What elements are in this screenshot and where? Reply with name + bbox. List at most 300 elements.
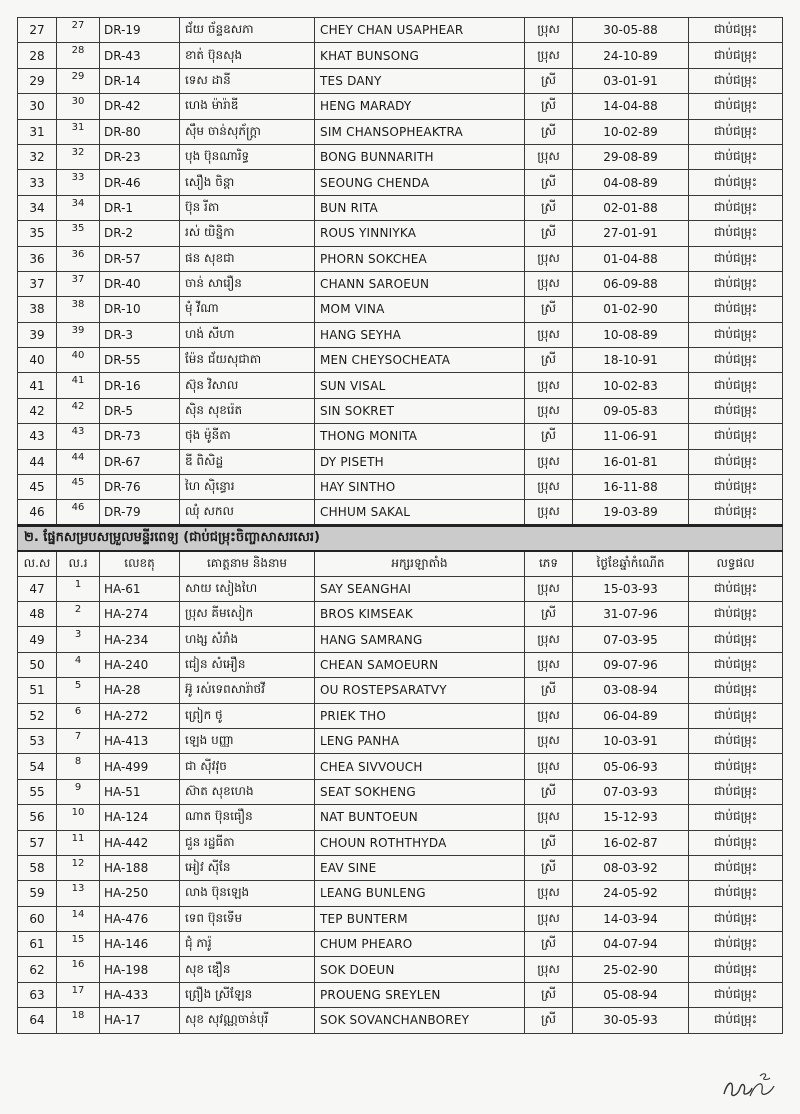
cell-sub-no: 43 — [57, 424, 100, 449]
cell-table-no: DR-46 — [100, 170, 180, 195]
cell-table-no: HA-198 — [100, 957, 180, 982]
cell-no: 62 — [18, 957, 57, 982]
cell-sex: ស្រី — [525, 601, 573, 626]
cell-result: ជាប់ជម្រុះ — [689, 119, 783, 144]
table-row — [18, 906, 783, 931]
cell-sex: ស្រី — [525, 348, 573, 373]
cell-latin-name: PHORN SOKCHEA — [315, 246, 525, 271]
cell-dob: 10-03-91 — [573, 728, 689, 753]
cell-result: ជាប់ជម្រុះ — [689, 475, 783, 500]
cell-dob: 05-08-94 — [573, 982, 689, 1007]
cell-result: ជាប់ជម្រុះ — [689, 424, 783, 449]
cell-table-no: HA-476 — [100, 906, 180, 931]
cell-no: 31 — [18, 119, 57, 144]
cell-sex: ប្រុស — [525, 754, 573, 779]
cell-result: ជាប់ជម្រុះ — [689, 728, 783, 753]
cell-table-no: DR-43 — [100, 43, 180, 68]
cell-khmer-name: ផន សុខជា — [180, 246, 315, 271]
cell-result: ជាប់ជម្រុះ — [689, 779, 783, 804]
cell-latin-name: ROUS YINNIYKA — [315, 221, 525, 246]
cell-table-no: HA-499 — [100, 754, 180, 779]
cell-dob: 01-04-88 — [573, 246, 689, 271]
cell-sex: ប្រុស — [525, 881, 573, 906]
cell-result: ជាប់ជម្រុះ — [689, 576, 783, 601]
cell-sex: ប្រុស — [525, 43, 573, 68]
table-row — [18, 855, 783, 880]
cell-latin-name: CHEA SIVVOUCH — [315, 754, 525, 779]
cell-sub-no: 2 — [57, 601, 100, 626]
cell-sub-no: 42 — [57, 398, 100, 423]
cell-sex: ប្រុស — [525, 271, 573, 296]
cell-no: 57 — [18, 830, 57, 855]
cell-no: 47 — [18, 576, 57, 601]
cell-latin-name: CHANN SAROEUN — [315, 271, 525, 296]
table-row — [18, 754, 783, 779]
cell-sex: ស្រី — [525, 119, 573, 144]
cell-dob: 04-08-89 — [573, 170, 689, 195]
cell-latin-name: HANG SAMRANG — [315, 627, 525, 652]
table-row — [18, 246, 783, 271]
cell-dob: 07-03-95 — [573, 627, 689, 652]
cell-sub-no: 4 — [57, 652, 100, 677]
cell-latin-name: SEAT SOKHENG — [315, 779, 525, 804]
cell-sex: ស្រី — [525, 779, 573, 804]
cell-sex: ស្រី — [525, 830, 573, 855]
cell-sex: ស្រី — [525, 195, 573, 220]
cell-sub-no: 1 — [57, 576, 100, 601]
cell-dob: 29-08-89 — [573, 144, 689, 169]
cell-khmer-name: ឈុំ សកល — [180, 500, 315, 525]
cell-dob: 14-03-94 — [573, 906, 689, 931]
table-row — [18, 881, 783, 906]
cell-dob: 05-06-93 — [573, 754, 689, 779]
cell-dob: 10-08-89 — [573, 322, 689, 347]
cell-table-no: DR-1 — [100, 195, 180, 220]
cell-sex: ស្រី — [525, 94, 573, 119]
cell-table-no: DR-67 — [100, 449, 180, 474]
cell-latin-name: HAY SINTHO — [315, 475, 525, 500]
cell-khmer-name: ហេង ម៉ារ៉ាឌី — [180, 94, 315, 119]
table-row — [18, 398, 783, 423]
table-row — [18, 576, 783, 601]
cell-sex: ស្រី — [525, 932, 573, 957]
cell-dob: 27-01-91 — [573, 221, 689, 246]
cell-no: 55 — [18, 779, 57, 804]
cell-no: 42 — [18, 398, 57, 423]
cell-no: 54 — [18, 754, 57, 779]
cell-dob: 15-03-93 — [573, 576, 689, 601]
cell-dob: 24-10-89 — [573, 43, 689, 68]
cell-khmer-name: ជា ស៊ីវវុច — [180, 754, 315, 779]
cell-result: ជាប់ជម្រុះ — [689, 43, 783, 68]
table-row — [18, 601, 783, 626]
table-row — [18, 500, 783, 525]
cell-sub-no: 12 — [57, 855, 100, 880]
cell-result: ជាប់ជម្រុះ — [689, 68, 783, 93]
cell-dob: 10-02-89 — [573, 119, 689, 144]
table-row — [18, 957, 783, 982]
cell-sub-no: 46 — [57, 500, 100, 525]
cell-sex: ស្រី — [525, 68, 573, 93]
cell-sex: ប្រុស — [525, 576, 573, 601]
cell-khmer-name: ចាន់ សារឿន — [180, 271, 315, 296]
cell-no: 44 — [18, 449, 57, 474]
cell-result: ជាប់ជម្រុះ — [689, 94, 783, 119]
cell-sub-no: 38 — [57, 297, 100, 322]
table-row — [18, 195, 783, 220]
cell-no: 52 — [18, 703, 57, 728]
cell-latin-name: CHUM PHEARO — [315, 932, 525, 957]
cell-no: 34 — [18, 195, 57, 220]
cell-khmer-name: ព្រឿង ស្រីឡែន — [180, 982, 315, 1007]
cell-sub-no: 17 — [57, 982, 100, 1007]
cell-latin-name: OU ROSTEPSARATVY — [315, 678, 525, 703]
table-row — [18, 830, 783, 855]
cell-table-no: HA-17 — [100, 1008, 180, 1033]
cell-dob: 15-12-93 — [573, 805, 689, 830]
cell-table-no: DR-2 — [100, 221, 180, 246]
cell-latin-name: BONG BUNNARITH — [315, 144, 525, 169]
cell-sub-no: 13 — [57, 881, 100, 906]
cell-dob: 09-05-83 — [573, 398, 689, 423]
cell-sex: ស្រី — [525, 424, 573, 449]
cell-dob: 25-02-90 — [573, 957, 689, 982]
cell-dob: 16-02-87 — [573, 830, 689, 855]
cell-sub-no: 6 — [57, 703, 100, 728]
cell-sub-no: 34 — [57, 195, 100, 220]
cell-result: ជាប់ជម្រុះ — [689, 678, 783, 703]
header-latin-name: អក្សរឡាតាំង — [315, 551, 525, 576]
cell-khmer-name: ស៊ុន វិសាល — [180, 373, 315, 398]
cell-table-no: DR-79 — [100, 500, 180, 525]
cell-no: 53 — [18, 728, 57, 753]
cell-result: ជាប់ជម្រុះ — [689, 1008, 783, 1033]
cell-dob: 02-01-88 — [573, 195, 689, 220]
cell-dob: 11-06-91 — [573, 424, 689, 449]
cell-latin-name: THONG MONITA — [315, 424, 525, 449]
cell-result: ជាប់ជម្រុះ — [689, 601, 783, 626]
cell-sub-no: 8 — [57, 754, 100, 779]
header-table-no: លេខតុ — [100, 551, 180, 576]
table-row — [18, 475, 783, 500]
cell-sex: ស្រី — [525, 678, 573, 703]
cell-sub-no: 10 — [57, 805, 100, 830]
cell-sex: ប្រុស — [525, 957, 573, 982]
cell-table-no: HA-234 — [100, 627, 180, 652]
cell-khmer-name: ជួន រដ្ឋធីតា — [180, 830, 315, 855]
cell-khmer-name: ឌី ពិសិដ្ឋ — [180, 449, 315, 474]
cell-table-no: DR-80 — [100, 119, 180, 144]
cell-no: 63 — [18, 982, 57, 1007]
cell-no: 33 — [18, 170, 57, 195]
cell-result: ជាប់ជម្រុះ — [689, 906, 783, 931]
cell-result: ជាប់ជម្រុះ — [689, 144, 783, 169]
cell-khmer-name: រស់ យិន្និកា — [180, 221, 315, 246]
cell-no: 40 — [18, 348, 57, 373]
cell-sub-no: 41 — [57, 373, 100, 398]
section-block — [18, 525, 783, 576]
cell-sub-no: 33 — [57, 170, 100, 195]
cell-khmer-name: មុំ វីណា — [180, 297, 315, 322]
cell-result: ជាប់ជម្រុះ — [689, 830, 783, 855]
header-khmer-name: គោត្តនាម និងនាម — [180, 551, 315, 576]
table-row — [18, 1008, 783, 1033]
cell-latin-name: KHAT BUNSONG — [315, 43, 525, 68]
cell-sex: ប្រុស — [525, 322, 573, 347]
cell-latin-name: SUN VISAL — [315, 373, 525, 398]
cell-latin-name: SOK SOVANCHANBOREY — [315, 1008, 525, 1033]
cell-table-no: HA-413 — [100, 728, 180, 753]
table-row — [18, 297, 783, 322]
table-row — [18, 652, 783, 677]
cell-sex: ប្រុស — [525, 703, 573, 728]
cell-no: 43 — [18, 424, 57, 449]
cell-table-no: HA-28 — [100, 678, 180, 703]
table-row — [18, 373, 783, 398]
cell-sex: ប្រុស — [525, 398, 573, 423]
cell-dob: 16-01-81 — [573, 449, 689, 474]
cell-table-no: HA-274 — [100, 601, 180, 626]
cell-no: 45 — [18, 475, 57, 500]
cell-latin-name: HANG SEYHA — [315, 322, 525, 347]
table-body-bottom — [18, 576, 783, 1033]
table-body-top — [18, 18, 783, 526]
cell-no: 51 — [18, 678, 57, 703]
cell-khmer-name: ស៊ាត សុខហេង — [180, 779, 315, 804]
cell-khmer-name: ហង់ សីហា — [180, 322, 315, 347]
cell-result: ជាប់ជម្រុះ — [689, 754, 783, 779]
cell-khmer-name: ហង្ស សំរាំង — [180, 627, 315, 652]
signature-mark — [720, 1070, 780, 1102]
cell-khmer-name: ម៉ែន ជ័យសុជាតា — [180, 348, 315, 373]
cell-khmer-name: ជ័យ ច័ន្ទឧសភា — [180, 18, 315, 43]
cell-result: ជាប់ជម្រុះ — [689, 170, 783, 195]
cell-table-no: DR-19 — [100, 18, 180, 43]
cell-result: ជាប់ជម្រុះ — [689, 500, 783, 525]
section-title: ២. ផ្នែកសម្របសម្រួលមន្ទីរពេទ្យ (ជាប់ជម្រុះចិញ្ចាសាសរសេរ) — [18, 525, 783, 550]
cell-dob: 16-11-88 — [573, 475, 689, 500]
cell-khmer-name: លាង ប៊ុនឡេង — [180, 881, 315, 906]
cell-latin-name: NAT BUNTOEUN — [315, 805, 525, 830]
cell-dob: 09-07-96 — [573, 652, 689, 677]
cell-dob: 18-10-91 — [573, 348, 689, 373]
header-no: ល.ស — [18, 551, 57, 576]
cell-dob: 07-03-93 — [573, 779, 689, 804]
cell-sex: ប្រុស — [525, 627, 573, 652]
cell-sub-no: 32 — [57, 144, 100, 169]
cell-result: ជាប់ជម្រុះ — [689, 297, 783, 322]
header-dob: ថ្ងៃខែឆ្នាំកំណើត — [573, 551, 689, 576]
cell-result: ជាប់ជម្រុះ — [689, 449, 783, 474]
cell-khmer-name: សឿង ចិន្តា — [180, 170, 315, 195]
cell-dob: 01-02-90 — [573, 297, 689, 322]
cell-khmer-name: ទេស ដានី — [180, 68, 315, 93]
cell-sex: ប្រុស — [525, 475, 573, 500]
cell-sub-no: 15 — [57, 932, 100, 957]
table-row — [18, 728, 783, 753]
cell-no: 49 — [18, 627, 57, 652]
cell-no: 59 — [18, 881, 57, 906]
cell-sub-no: 29 — [57, 68, 100, 93]
cell-latin-name: PRIEK THO — [315, 703, 525, 728]
cell-table-no: HA-188 — [100, 855, 180, 880]
cell-khmer-name: ឡេង បញ្ញា — [180, 728, 315, 753]
cell-no: 29 — [18, 68, 57, 93]
cell-table-no: DR-57 — [100, 246, 180, 271]
cell-result: ជាប់ជម្រុះ — [689, 322, 783, 347]
cell-sub-no: 14 — [57, 906, 100, 931]
cell-result: ជាប់ជម្រុះ — [689, 703, 783, 728]
cell-sex: ប្រុស — [525, 652, 573, 677]
cell-khmer-name: ណាត ប៊ុនធឿន — [180, 805, 315, 830]
cell-no: 27 — [18, 18, 57, 43]
column-header-row — [18, 551, 783, 576]
cell-dob: 06-04-89 — [573, 703, 689, 728]
cell-table-no: DR-40 — [100, 271, 180, 296]
cell-table-no: DR-42 — [100, 94, 180, 119]
cell-latin-name: SAY SEANGHAI — [315, 576, 525, 601]
cell-khmer-name: ទេព ប៊ុនទើម — [180, 906, 315, 931]
cell-dob: 14-04-88 — [573, 94, 689, 119]
cell-result: ជាប់ជម្រុះ — [689, 398, 783, 423]
table-row — [18, 322, 783, 347]
cell-latin-name: SIM CHANSOPHEAKTRA — [315, 119, 525, 144]
cell-table-no: DR-76 — [100, 475, 180, 500]
cell-khmer-name: ថុង ម៉ូនីតា — [180, 424, 315, 449]
cell-sub-no: 27 — [57, 18, 100, 43]
cell-latin-name: PROUENG SREYLEN — [315, 982, 525, 1007]
table-row — [18, 170, 783, 195]
cell-table-no: DR-5 — [100, 398, 180, 423]
cell-sub-no: 36 — [57, 246, 100, 271]
cell-table-no: DR-10 — [100, 297, 180, 322]
cell-sub-no: 40 — [57, 348, 100, 373]
cell-no: 50 — [18, 652, 57, 677]
cell-sub-no: 5 — [57, 678, 100, 703]
table-row — [18, 348, 783, 373]
cell-result: ជាប់ជម្រុះ — [689, 855, 783, 880]
cell-khmer-name: ប៊ុន រីតា — [180, 195, 315, 220]
cell-khmer-name: សុខ សុវណ្ណចាន់បុរី — [180, 1008, 315, 1033]
cell-sub-no: 7 — [57, 728, 100, 753]
cell-no: 41 — [18, 373, 57, 398]
cell-latin-name: SEOUNG CHENDA — [315, 170, 525, 195]
cell-latin-name: MEN CHEYSOCHEATA — [315, 348, 525, 373]
cell-no: 28 — [18, 43, 57, 68]
cell-result: ជាប់ជម្រុះ — [689, 373, 783, 398]
cell-table-no: HA-442 — [100, 830, 180, 855]
cell-no: 48 — [18, 601, 57, 626]
table-row — [18, 221, 783, 246]
cell-sex: ប្រុស — [525, 500, 573, 525]
cell-khmer-name: បុង ប៊ុនណារិទ្ធ — [180, 144, 315, 169]
cell-sub-no: 16 — [57, 957, 100, 982]
cell-result: ជាប់ជម្រុះ — [689, 627, 783, 652]
table-row — [18, 982, 783, 1007]
cell-sex: ស្រី — [525, 1008, 573, 1033]
table-row — [18, 449, 783, 474]
cell-dob: 30-05-93 — [573, 1008, 689, 1033]
cell-khmer-name: ស៊ឹម ចាន់សុភ័ក្ត្រា — [180, 119, 315, 144]
cell-sex: ប្រុស — [525, 728, 573, 753]
cell-sub-no: 30 — [57, 94, 100, 119]
cell-sex: ប្រុស — [525, 449, 573, 474]
header-sub-no: ល.រ — [57, 551, 100, 576]
cell-sex: ប្រុស — [525, 906, 573, 931]
cell-latin-name: BROS KIMSEAK — [315, 601, 525, 626]
table-row — [18, 68, 783, 93]
cell-dob: 06-09-88 — [573, 271, 689, 296]
header-result: លទ្ធផល — [689, 551, 783, 576]
cell-sex: ប្រុស — [525, 18, 573, 43]
cell-dob: 04-07-94 — [573, 932, 689, 957]
cell-khmer-name: ព្រៀក ថូ — [180, 703, 315, 728]
cell-result: ជាប់ជម្រុះ — [689, 881, 783, 906]
cell-latin-name: LEANG BUNLENG — [315, 881, 525, 906]
cell-table-no: DR-55 — [100, 348, 180, 373]
cell-sub-no: 35 — [57, 221, 100, 246]
cell-latin-name: CHHUM SAKAL — [315, 500, 525, 525]
results-table — [17, 17, 783, 1034]
cell-khmer-name: សុខ ឌឿន — [180, 957, 315, 982]
cell-sex: ប្រុស — [525, 246, 573, 271]
cell-khmer-name: អៀវ ស៊ីនែ — [180, 855, 315, 880]
table-row — [18, 703, 783, 728]
cell-no: 36 — [18, 246, 57, 271]
cell-khmer-name: ស៊ិន សុខរ៉េត — [180, 398, 315, 423]
cell-khmer-name: អ៊ូ រស់ទេពសារ៉ាថវី — [180, 678, 315, 703]
cell-result: ជាប់ជម្រុះ — [689, 982, 783, 1007]
cell-sub-no: 39 — [57, 322, 100, 347]
cell-sub-no: 31 — [57, 119, 100, 144]
cell-sub-no: 3 — [57, 627, 100, 652]
cell-sub-no: 44 — [57, 449, 100, 474]
cell-result: ជាប់ជម្រុះ — [689, 246, 783, 271]
table-row — [18, 94, 783, 119]
table-row — [18, 678, 783, 703]
cell-no: 60 — [18, 906, 57, 931]
cell-sex: ស្រី — [525, 982, 573, 1007]
table-row — [18, 805, 783, 830]
cell-sub-no: 37 — [57, 271, 100, 296]
cell-sub-no: 45 — [57, 475, 100, 500]
cell-khmer-name: ជៀន សំអឿន — [180, 652, 315, 677]
cell-result: ជាប់ជម្រុះ — [689, 221, 783, 246]
table-row — [18, 18, 783, 43]
table-row — [18, 779, 783, 804]
table-row — [18, 119, 783, 144]
cell-latin-name: EAV SINE — [315, 855, 525, 880]
cell-khmer-name: ប្រុស គីមសៀក — [180, 601, 315, 626]
cell-dob: 30-05-88 — [573, 18, 689, 43]
cell-latin-name: CHOUN ROTHTHYDA — [315, 830, 525, 855]
table-row — [18, 43, 783, 68]
cell-table-no: HA-124 — [100, 805, 180, 830]
cell-khmer-name: ខាត់ ប៊ុនសុង — [180, 43, 315, 68]
cell-dob: 19-03-89 — [573, 500, 689, 525]
section-heading-row — [18, 525, 783, 550]
cell-table-no: HA-61 — [100, 576, 180, 601]
cell-sex: ប្រុស — [525, 805, 573, 830]
table-row — [18, 932, 783, 957]
cell-khmer-name: សាយ សៀងហៃ — [180, 576, 315, 601]
cell-dob: 03-01-91 — [573, 68, 689, 93]
cell-table-no: HA-433 — [100, 982, 180, 1007]
cell-result: ជាប់ជម្រុះ — [689, 271, 783, 296]
cell-no: 32 — [18, 144, 57, 169]
cell-sex: ប្រុស — [525, 144, 573, 169]
cell-sub-no: 18 — [57, 1008, 100, 1033]
